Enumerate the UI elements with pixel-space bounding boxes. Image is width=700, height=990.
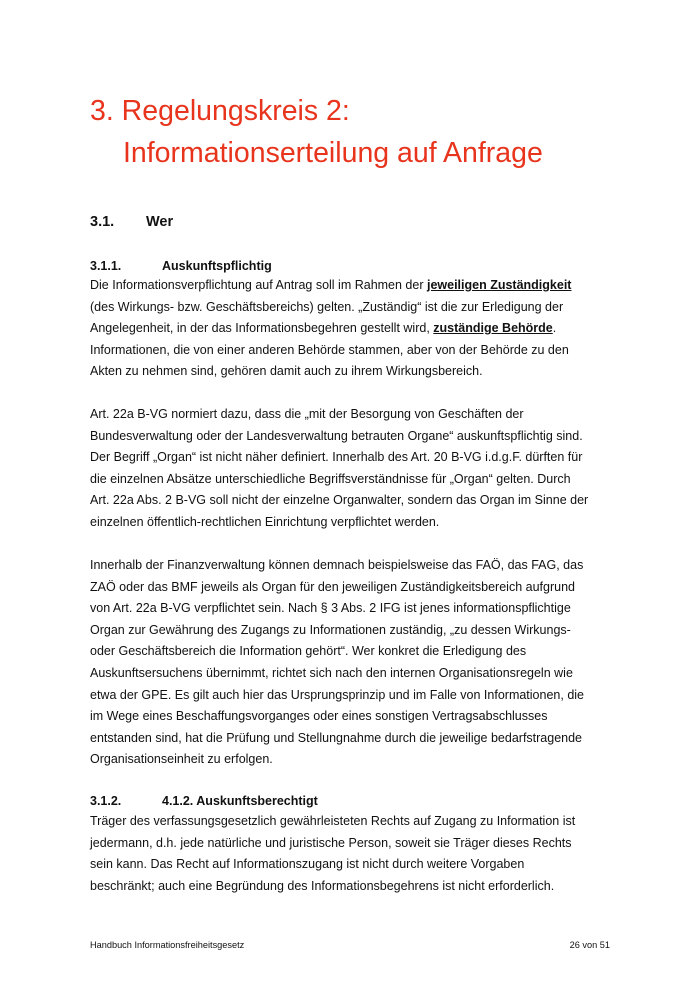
paragraph-auskunftspflichtig-1	[90, 275, 610, 383]
page-number: 26 von 51	[569, 940, 610, 950]
emphasis-zustaendige-behoerde: zuständige Behörde	[433, 321, 553, 336]
text-line: Organ zur Gewährung des Zugangs zu Informationen zuständig, „zu dessen Wirkungs-	[90, 622, 571, 637]
text-line: von Art. 22a B-VG verpflichtet sein. Nach § 3 Abs. 2 IFG ist jenes informationspflichtige	[90, 601, 571, 616]
text-line: Organisationseinheit zu erfolgen.	[90, 752, 273, 767]
text-line: entstanden sind, hat die Prüfung und Stellungnahme durch die jeweilige bedarfstragende	[90, 730, 583, 745]
subsection-number: 3.1.2.	[90, 794, 122, 808]
text-line: sein kann. Das Recht auf Informationszugang ist nicht durch weitere Vorgaben	[90, 857, 525, 872]
paragraph-auskunftspflichtig-3	[90, 555, 610, 771]
section-heading	[90, 214, 173, 230]
text-line: Der Begriff „Organ“ ist nicht näher definiert. Innerhalb des Art. 20 B-VG i.d.g.F. dürften für	[90, 450, 583, 465]
text-line: Art. 22a B-VG normiert dazu, dass die „mit der Besorgung von Geschäften der	[90, 407, 524, 421]
text-line: oder Geschäftsbereich die Information gehört“. Wer konkret die Erledigung des	[90, 644, 527, 659]
subsection-number: 3.1.1.	[90, 259, 122, 273]
text-line: die einzelnen Absätze unterschiedliche Begriffsverständnisse für „Organ“ gelten. Durch	[90, 471, 571, 486]
text-line: Bundesverwaltung oder der Landesverwaltung betrauten Organe“ auskunftspflichtig sind.	[90, 428, 583, 443]
text-line: (des Wirkungs- bzw. Geschäftsbereichs) gelten. „Zuständig“ ist die zur Erledigung der	[90, 299, 564, 314]
text-line: Die Informationsverpflichtung auf Antrag soll im Rahmen der jeweiligen Zuständigkeit	[90, 278, 572, 292]
footer-title: Handbuch Informationsfreiheitsgesetz	[90, 940, 245, 950]
text-line: Informationen, die von einer anderen Behörde stammen, aber von der Behörde zu den	[90, 342, 569, 357]
text-line: Angelegenheit, in der das Informationsbegehren gestellt wird, zuständige Behörde.	[90, 321, 557, 336]
page-footer	[90, 940, 610, 950]
text-line: Träger des verfassungsgesetzlich gewährleisteten Rechts auf Zugang zu Information ist	[90, 814, 576, 828]
text-line: einzelnen öffentlich-rechtlichen Einrichtung verpflichtet werden.	[90, 514, 440, 529]
text-line: Art. 22a Abs. 2 B-VG soll nicht der einzelne Organwalter, sondern das Organ im Sinne der	[90, 493, 589, 508]
text-line: etwa der GPE. Es gilt auch hier das Ursprungsprinzip und im Falle von Informationen, die	[90, 687, 584, 702]
paragraph-auskunftspflichtig-2	[90, 404, 610, 534]
subsection-heading-1	[90, 259, 272, 273]
text-line: Innerhalb der Finanzverwaltung können demnach beispielsweise das FAÖ, das FAG, das	[90, 558, 584, 572]
subsection-heading-2	[90, 794, 318, 808]
text-line: Auskunftsersuchens übernimmt, richtet sich nach den internen Organisationsregeln wie	[90, 665, 573, 680]
subsection-title: Auskunftspflichtig	[162, 259, 272, 273]
text-line: jedermann, d.h. jede natürliche und juristische Person, soweit sie Träger dieses Rechts	[90, 835, 572, 850]
text-line: Akten zu nehmen sind, gehören damit auch zu ihrem Wirkungsbereich.	[90, 364, 483, 379]
chapter-heading-line2: Informationserteilung auf Anfrage	[123, 137, 543, 169]
section-title: Wer	[146, 214, 174, 230]
subsection-title: 4.1.2. Auskunftsberechtigt	[162, 794, 318, 808]
text-line: im Wege eines Beschaffungsvorganges oder eines sonstigen Vertragsabschlusses	[90, 709, 548, 724]
chapter-heading-line1: 3. Regelungskreis 2:	[90, 95, 350, 127]
paragraph-auskunftsberechtigt	[90, 811, 610, 897]
text-line: beschränkt; auch eine Begründung des Informationsbegehrens ist nicht erforderlich.	[90, 878, 555, 893]
section-number: 3.1.	[90, 214, 115, 230]
emphasis-jeweilige-zustaendigkeit: jeweiligen Zuständigkeit	[426, 278, 572, 292]
text-line: ZAÖ oder das BMF jeweils als Organ für den jeweiligen Zuständigkeitsbereich aufgrund	[90, 579, 575, 594]
